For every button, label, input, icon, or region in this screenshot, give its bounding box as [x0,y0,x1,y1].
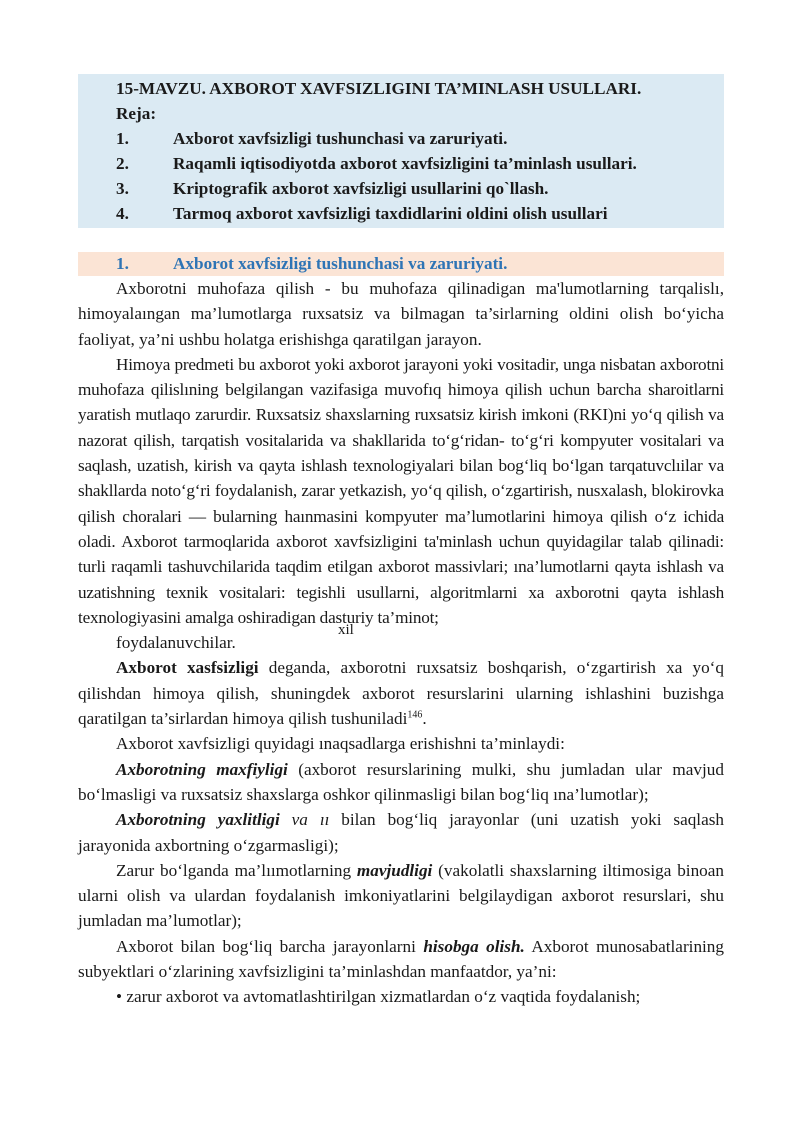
topic-title: 15-MAVZU. AXBOROT XAVFSIZLIGINI TA’MINLASH USULLARI. [116,79,642,98]
paragraph: Himoya predmeti bu axborot yoki axborot jarayoni yoki vositadir, unga nisbatan axborotni muhofaza qilislıning belgilangan vazifasiga muvofıq himoya qilish uchun barcha sharoitlarni yaratish mutlaqo zarurdir. Ruxsatsiz shaxslarning ruxsatsiz kirish imkoni (RKI)ni yo‘q qilish va nazorat qilish, tarqatish vositalarida va shakllarida to‘g‘ridan- to‘g‘ri kompyuter vositalari va saqlash, uzatish, kirish va qayta ishlash texnologiyalari bilan bog‘liq bo‘lgan tarqatuvclıilar va shakllarda noto‘g‘ri foydalanish, zarar yetkazish, yo‘q qilish, o‘zgartirish, nusxalash, blokirovka qilish choralari — bularning haınmasini kompyuter ma’lumotlarini himoya qilish o‘z ichida oladi. Axborot tarmoqlarida axborot xavfsizligini ta'minlash uchun quyidagilar talab qilinadi: turli raqamli tashuvchilarida taqdim etilgan axborot massivlari; ına’lumotlarni qayta ishlash va uzatishning texnik vositalari: tegishli usullarni, algoritmlarni xa axborotni qayta ishlash texnologiyasini amalga oshiradigan dasturiy ta’minot; [78,354,724,627]
footnote-ref: 146 [407,709,423,721]
paragraph: Axborotning maxfiyligi (axborot resurslarining mulki, shu jumladan ular mavjud bo‘lmasligi va ruxsatsiz shaxslarga oshkor qilinmasligi bilan bog‘liq ına’lumotlar); [78,759,724,804]
topic-header [78,74,724,228]
paragraph: Axborot xasfsizligi deganda, axborotni ruxsatsiz boshqarish, o‘zgartirish xa yo‘q qilishdan himoya qilish, shuningdek axborot resurslarini ularning ishlashini buzishga qaratilgan ta’sirlardan himoya qilish tushuniladi$^{146}$. [78,658,725,729]
paragraph: Axborot xavfsizligi quyidagi ınaqsadlarga erishishni ta’minlaydi: [116,734,565,754]
paragraph: Axborotning yaxlitligi va ıı bilan bog‘liq jarayonlar (uni uzatish yoki saqlash jarayonida axbortning o‘zgarmasligi); [78,810,724,855]
paragraph: xil foydalanuvchilar. [78,630,724,655]
plan-item: 4. Tarmoq axborot xavfsizligi taxdidlarini oldini olish usullari [116,204,608,223]
plan-item: 1. Axborot xavfsizligi tushunchasi va zaruriyati. [116,129,508,148]
paragraph: Axborot bilan bog‘liq barcha jarayonlarni hisobga olish. Axborot munosabatlarining subyektlari o‘zlarining xavfsizligini ta’minlashdan manfaatdor, ya’ni: [78,936,724,982]
paragraph: Zarur bo‘lganda ma’lıımotlarning mavjudligi (vakolatli shaxslarning iltimosiga binoan ularni olish va ulardan foydalanish imkoniyatlarini belgilaydigan axborot resurslari, shu jumladan ma’lumotlar); [78,860,724,931]
plan-item: 2. Raqamli iqtisodiyotda axborot xavfsizligini ta’minlash usullari. [116,154,637,173]
stray-text: xil [338,622,354,639]
section-heading: 1. Axborot xavfsizligi tushunchasi va zaruriyati. [78,252,724,276]
plan-label: Reja: [116,104,157,123]
document-page [78,74,724,1010]
plan-item: 3. Kriptografik axborot xavfsizligi usullarini qo`llash. [116,179,549,198]
list-item: • zarur axborot va avtomatlashtirilgan xizmatlardan o‘z vaqtida foydalanish; [116,987,641,1007]
paragraph: Axborotni muhofaza qilish - bu muhofaza qilinadigan ma'lumotlarning tarqalislı, himoyalaıngan ma’lumotlarga ruxsatsiz va bilmagan ta’sirlarning oldini olish bo‘yicha faoliyat, ya’ni ushbu holatga erishishga qaratilgan jarayon. [78,279,724,349]
